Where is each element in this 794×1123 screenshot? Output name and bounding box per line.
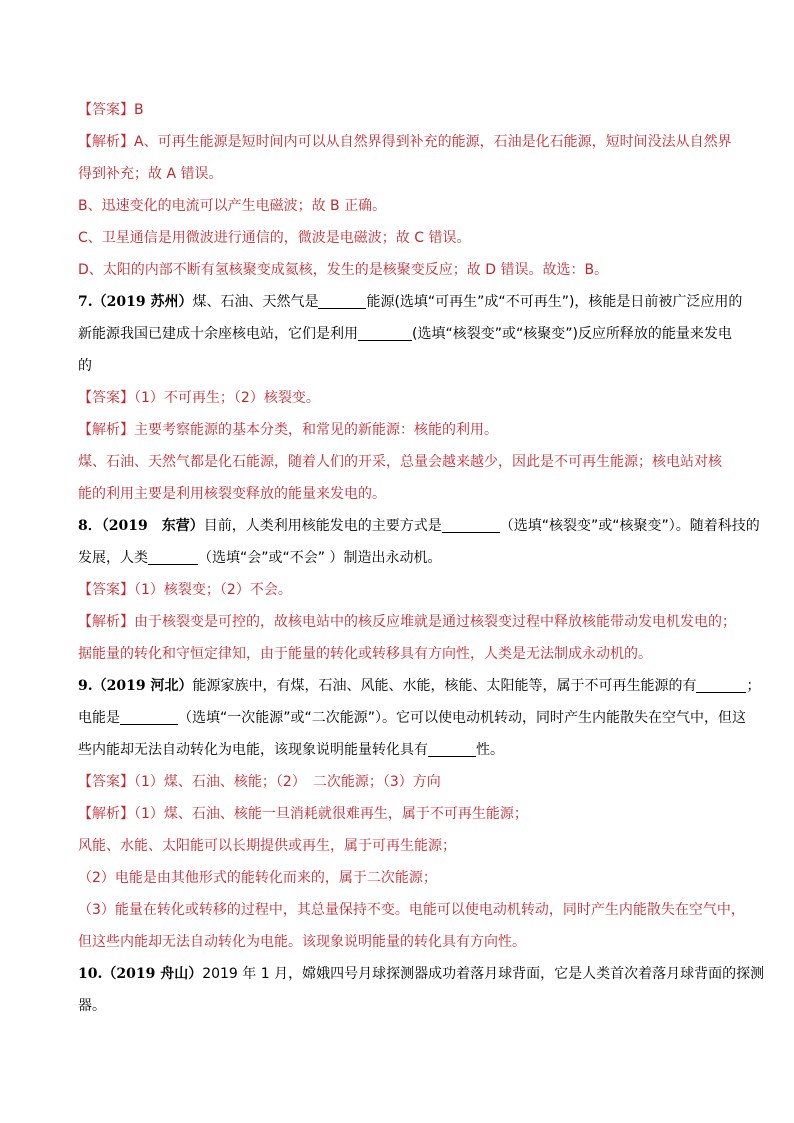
- q6-analysis-c: C、卫星通信是用微波进行通信的，微波是电磁波；故 C 错误。: [78, 230, 471, 246]
- answer-label: 【答案】: [78, 390, 134, 406]
- stem-text: (选填“核裂变”或“核聚变”)反应所释放的能量来发电: [412, 326, 732, 342]
- q9-analysis-e5: 但这些内能却无法自动转化为电能。该现象说明能量的转化具有方向性。: [78, 934, 526, 950]
- answer-label: 【答案】: [78, 582, 134, 598]
- analysis-label: 【解析】: [78, 806, 134, 822]
- stem-text: ；: [746, 678, 761, 694]
- answer-blank: [428, 741, 476, 757]
- question-number: 7.: [78, 294, 93, 310]
- q6-analysis-a2: 得到补充；故 A 错误。: [78, 166, 223, 182]
- q8-analysis: [78, 612, 736, 632]
- answer-blank: [442, 517, 500, 533]
- q10-stem-2: 器。: [78, 998, 106, 1014]
- question-source: （2019 苏州）: [92, 294, 193, 310]
- answer-label: 【答案】: [78, 774, 134, 790]
- q7-analysis-e1: 煤、石油、天然气都是化石能源，随着人们的开采，总量会越来越少，因此是不可再生能源；核电站对核: [78, 454, 722, 470]
- question-number: 10.: [78, 966, 103, 982]
- question-source: （2019 舟山）: [102, 966, 203, 982]
- stem-text: 2019 年 1 月，嫦娥四号月球探测器成功着落月球背面，它是人类首次着落月球背面的探测: [202, 966, 765, 982]
- answer-blank: [696, 677, 746, 693]
- question-number: 8．: [78, 518, 102, 534]
- q9-analysis-e2: 风能、水能、太阳能可以长期提供或再生，属于可再生能源；: [78, 838, 456, 854]
- stem-text: 性。: [476, 742, 504, 758]
- stem-text: 些内能却无法自动转化为电能，该现象说明能量转化具有: [78, 742, 428, 758]
- answer-label: 【答案】: [78, 102, 134, 118]
- stem-text: 发展，人类: [78, 550, 148, 566]
- question-number: 9.: [78, 678, 93, 694]
- q8-answer: [78, 580, 728, 600]
- answer-blank: [318, 293, 366, 309]
- stem-text: （选填“核裂变”或“核聚变”）。随着科技的: [499, 518, 760, 534]
- analysis-label: 【解析】: [78, 134, 134, 150]
- stem-text: （选填“会”或“不会” ）制造出永动机。: [198, 550, 442, 566]
- answer-text: （1）不可再生；（2）核裂变。: [134, 390, 320, 406]
- q8-stem-2: [78, 548, 728, 568]
- q9-stem-1: [78, 676, 761, 696]
- stem-text: 煤、石油、天然气是: [192, 294, 319, 310]
- analysis-text: 主要考察能源的基本分类，和常见的新能源：核能的利用。: [134, 422, 498, 438]
- q9-analysis: [78, 804, 728, 824]
- question-source: （2019 东营）: [101, 518, 204, 534]
- q7-analysis-e2: 能的利用主要是利用核裂变释放的能量来发电的。: [78, 486, 386, 502]
- stem-text: 新能源我国已建成十余座核电站，它们是利用: [78, 326, 358, 342]
- stem-text: 能源(选填“可再生”成“不可再生”)，核能是日前被广泛应用的: [366, 294, 743, 310]
- analysis-text: 由于核裂变是可控的，故核电站中的核反应堆就是通过核裂变过程中释放核能带动发电机发电的；: [134, 614, 736, 630]
- analysis-text: A、可再生能源是短时间内可以从自然界得到补充的能源，石油是化石能源，短时间没法从自然界: [134, 134, 732, 150]
- answer-text: （1）核裂变；（2）不会。: [134, 582, 292, 598]
- q7-analysis: [78, 420, 728, 440]
- q9-analysis-e3: （2）电能是由其他形式的能转化而来的，属于二次能源；: [78, 870, 437, 886]
- stem-text: 电能是: [78, 710, 120, 726]
- q9-stem-2: [78, 708, 747, 728]
- q7-stem-1: [78, 292, 743, 312]
- analysis-label: 【解析】: [78, 422, 134, 438]
- q7-stem-3: 的: [78, 358, 92, 374]
- answer-blank: [148, 549, 198, 565]
- answer-text: （1）煤、石油、核能；（2） 二次能源；（3）方向: [134, 774, 441, 790]
- q6-analysis-b: B、迅速变化的电流可以产生电磁波；故 B 正确。: [78, 198, 387, 214]
- q9-analysis-e4: （3）能量在转化或转移的过程中，其总量保持不变。电能可以使电动机转动，同时产生内能散失在空气中，: [78, 902, 745, 918]
- q7-stem-2: [78, 324, 732, 344]
- stem-text: 目前，人类利用核能发电的主要方式是: [203, 518, 442, 534]
- q9-answer: [78, 772, 728, 792]
- q9-stem-3: [78, 740, 728, 760]
- analysis-label: 【解析】: [78, 614, 134, 630]
- q6-analysis-a: [78, 132, 732, 152]
- answer-blank: [358, 325, 412, 341]
- q7-answer: [78, 388, 728, 408]
- q10-stem-1: [78, 964, 765, 984]
- stem-text: 能源家族中，有煤，石油、风能、水能，核能、太阳能等，属于不可再生能源的有: [192, 678, 697, 694]
- answer-text: B: [134, 102, 144, 118]
- q8-analysis-e2: 据能量的转化和守恒定律知，由于能量的转化或转移具有方向性，人类是无法制成永动机的。: [78, 646, 652, 662]
- question-source: （2019 河北）: [92, 678, 193, 694]
- stem-text: （选填“一次能源”或“二次能源”）。它可以使电动机转动，同时产生内能散失在空气中，但这: [178, 710, 747, 726]
- analysis-text: （1）煤、石油、核能一旦消耗就很难再生，属于不可再生能源；: [134, 806, 528, 822]
- answer-blank: [120, 709, 178, 725]
- q6-analysis-d: D、太阳的内部不断有氢核聚变成氦核，发生的是核聚变反应；故 D 错误。故选：B。: [78, 262, 609, 278]
- q6-answer: [78, 100, 728, 120]
- q8-stem-1: [78, 516, 760, 536]
